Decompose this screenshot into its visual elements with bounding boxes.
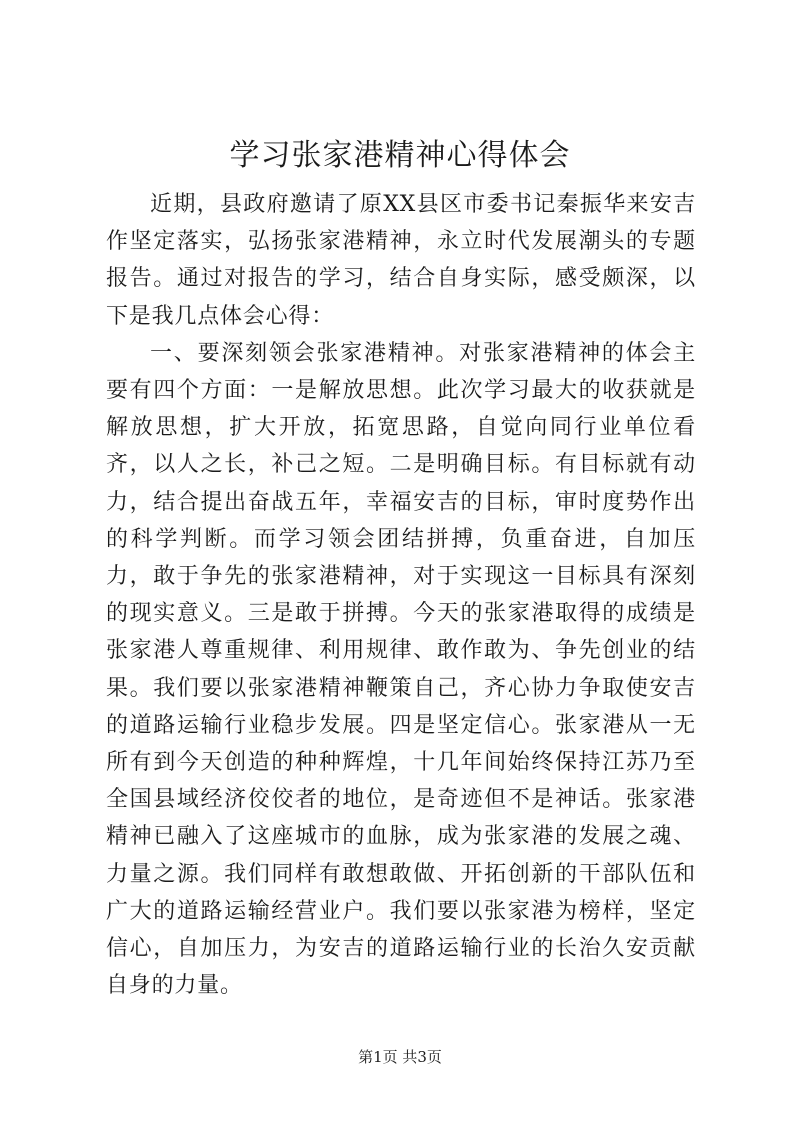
paragraph-section-one: 一、要深刻领会张家港精神。对张家港精神的体会主要有四个方面：一是解放思想。此次学习最大的收获就是解放思想，扩大开放，拓宽思路，自觉向同行业单位看齐，以人之长，补己之短。二是明确目标。有目标就有动力，结合提出奋战五年，幸福安吉的目标，审时度势作出的科学判断。而学习领会团结拼搏，负重奋进，自加压力，敢于争先的张家港精神，对于实现这一目标具有深刻的现实意义。三是敢于拼搏。今天的张家港取得的成绩是张家港人尊重规律、利用规律、敢作敢为、争先创业的结果。我们要以张家港精神鞭策自己，齐心协力争取使安吉的道路运输行业稳步发展。四是坚定信心。张家港从一无所有到今天创造的种种辉煌，十几年间始终保持江苏乃至全国县域经济佼佼者的地位，是奇迹但不是神话。张家港精神已融入了这座城市的血脉，成为张家港的发展之魂、力量之源。我们同样有敢想敢做、开拓创新的干部队伍和广大的道路运输经营业户。我们要以张家港为榜样，坚定信心，自加压力，为安吉的道路运输行业的长治久安贡献自身的力量。 [106, 340, 696, 999]
paragraph-intro: 近期，县政府邀请了原XX县区市委书记秦振华来安吉作坚定落实，弘扬张家港精神，永立时代发展潮头的专题报告。通过对报告的学习，结合自身实际，感受颇深，以下是我几点体会心得： [106, 192, 696, 329]
page-title: 学习张家港精神心得体会 [229, 138, 571, 173]
document-body [106, 186, 696, 1004]
page-number-footer: 第1页 共3页 [358, 1048, 442, 1066]
